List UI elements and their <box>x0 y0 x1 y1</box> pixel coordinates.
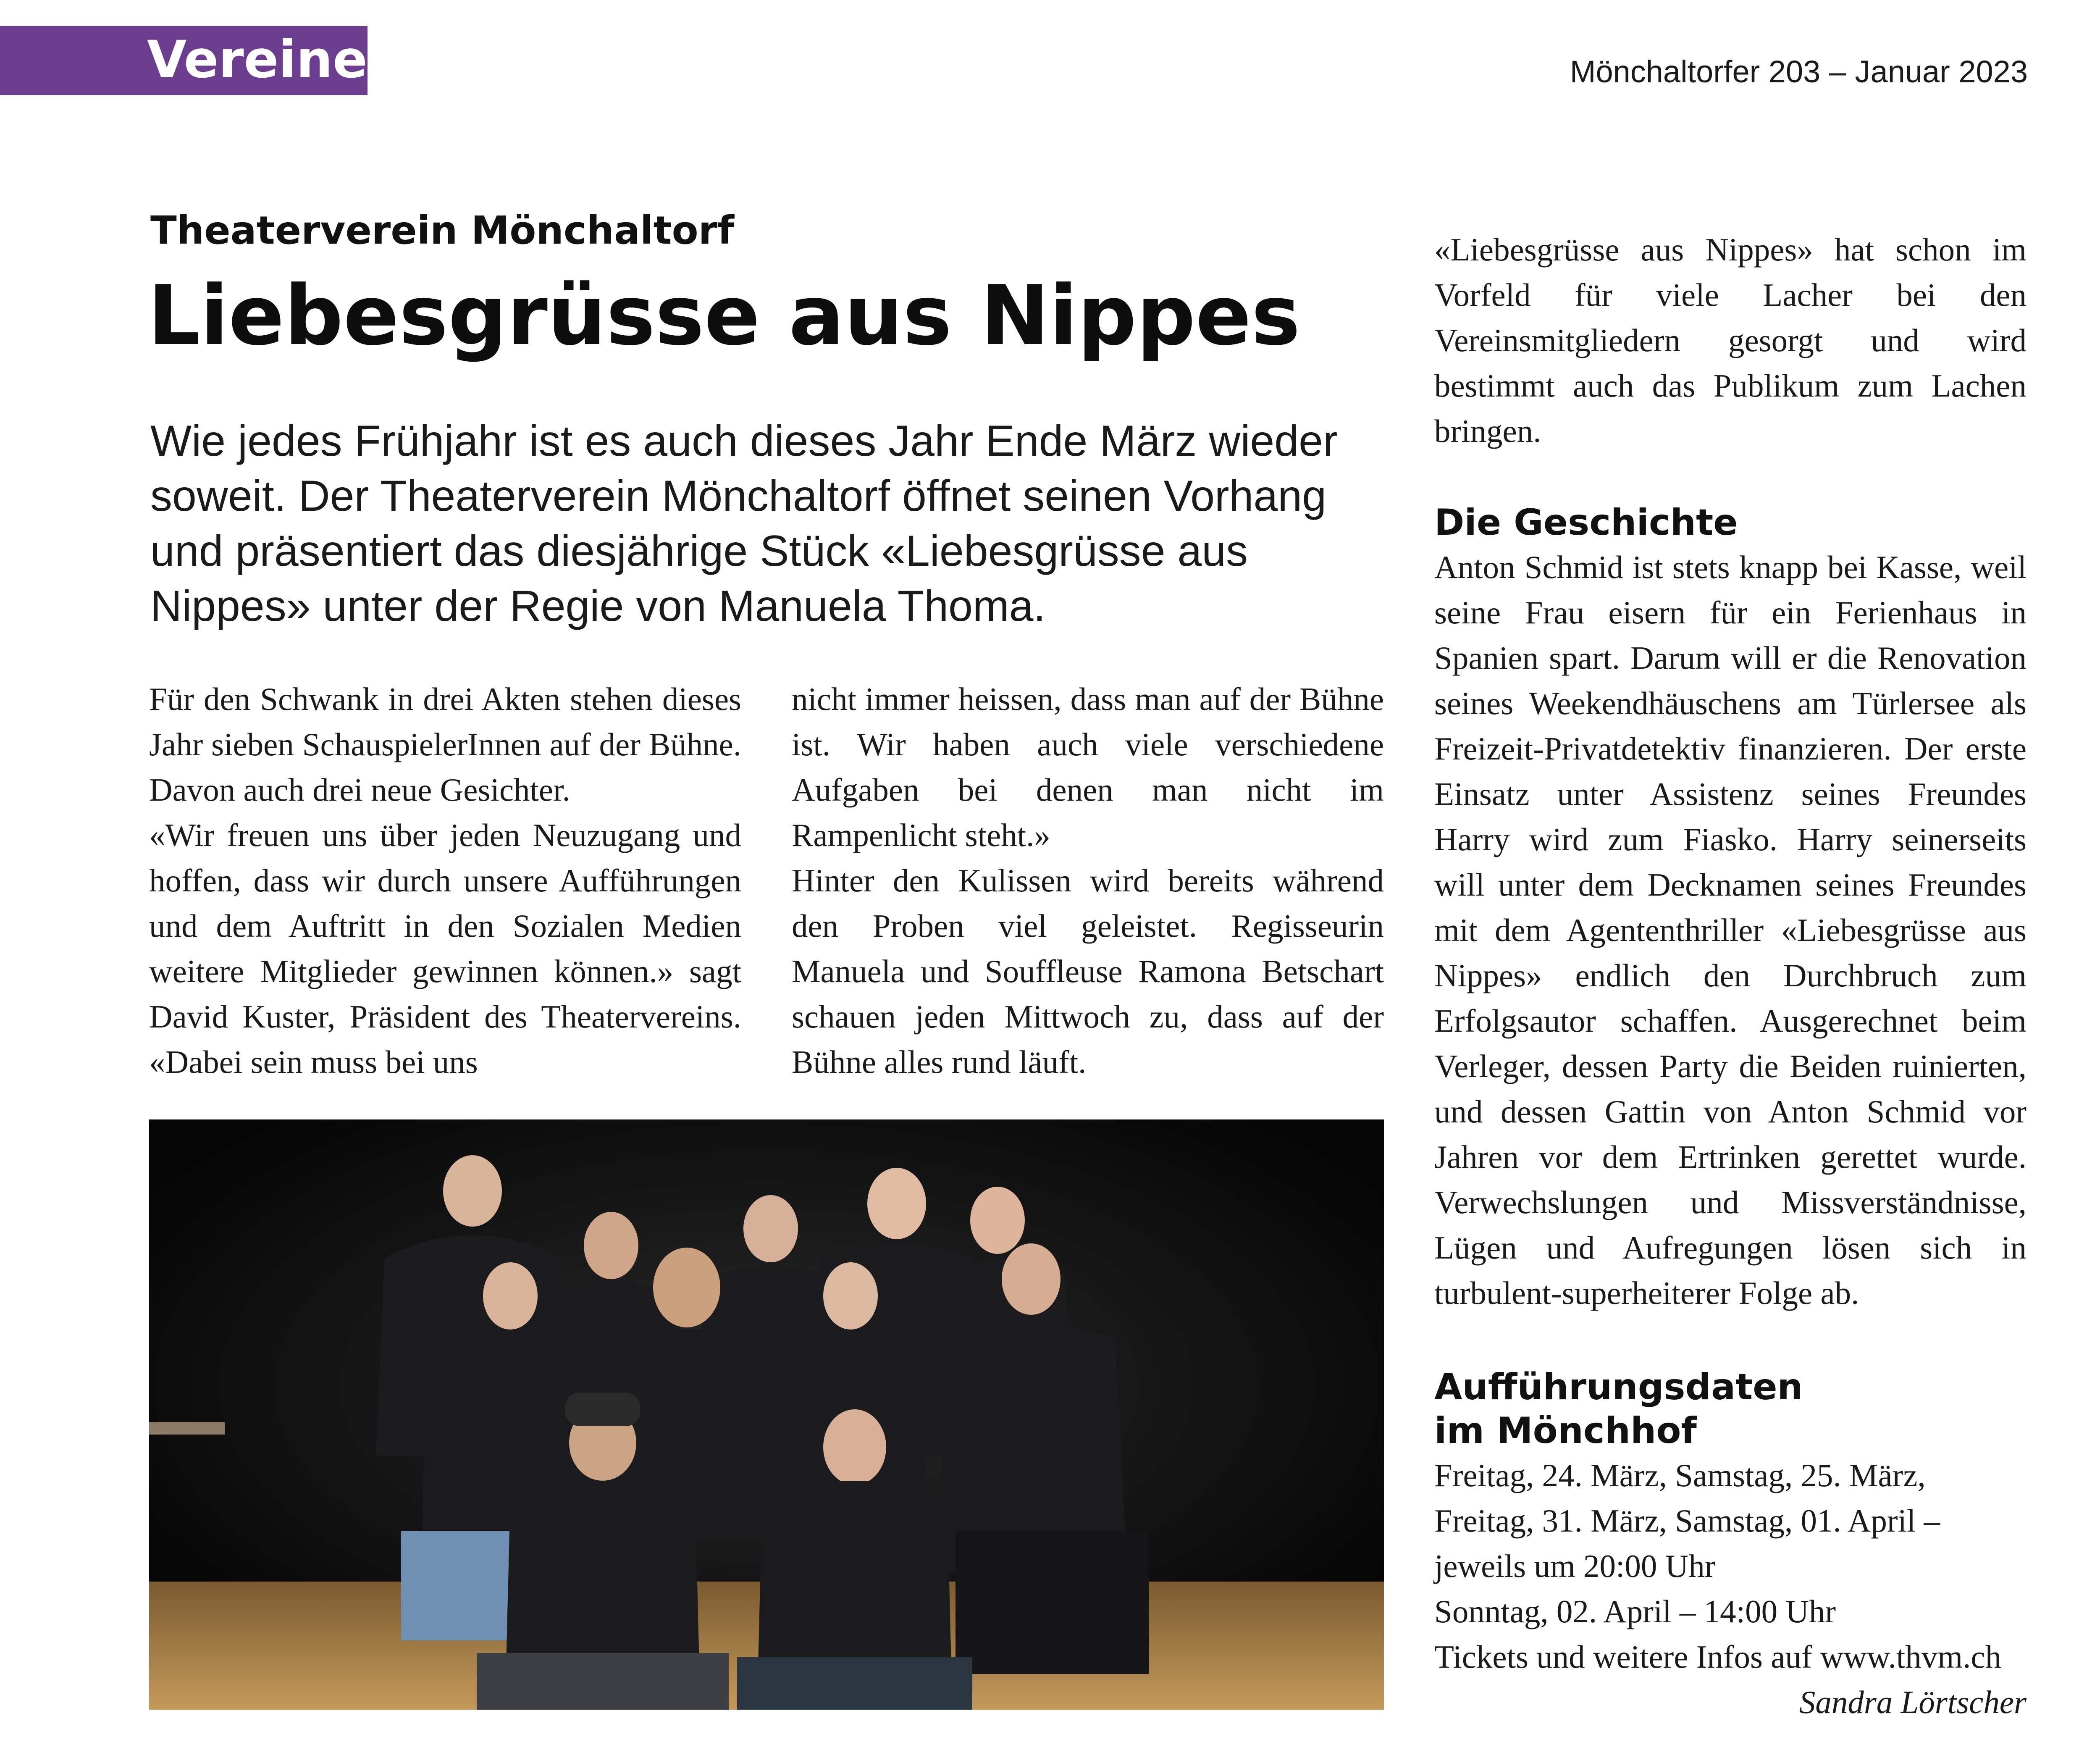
date-line: Sonntag, 02. April – 14:00 Uhr <box>1434 1593 1836 1629</box>
section-tag <box>0 26 368 95</box>
text-column-2 <box>792 676 1384 1085</box>
article-headline: Liebesgrüsse aus Nippes <box>148 268 1300 364</box>
paragraph: nicht immer heissen, dass man auf der Bühne ist. Wir haben auch viele verschiedene Aufgaben bei denen man nicht im Rampenlicht steht.» <box>792 681 1384 853</box>
author-signature: Sandra Lörtscher <box>1799 1684 2026 1720</box>
date-line: Freitag, 24. März, Samstag, 25. März, <box>1434 1457 1926 1493</box>
paragraph: Hinter den Kulissen wird bereits während den Proben viel geleistet. Regisseurin Manuela und Souffleuse Ramona Betschart schauen jeden Mittwoch zu, dass auf der Bühne alles rund läuft. <box>792 862 1384 1080</box>
issue-info: Mönchaltorfer 203 – Januar 2023 <box>1570 54 2028 89</box>
paragraph: «Liebesgrüsse aus Nippes» hat schon im Vorfeld für viele Lacher bei den Vereinsmitgliedern gesorgt und wird bestimmt auch das Publikum zum Lachen bringen. <box>1434 231 2026 449</box>
text-column-3 <box>1434 227 2026 1725</box>
story-heading: Die Geschichte <box>1434 502 1738 544</box>
tickets-info: Tickets und weitere Infos auf www.thvm.ch <box>1434 1639 2002 1675</box>
paragraph: «Wir freuen uns über jeden Neuzugang und hoffen, dass wir durch unsere Aufführungen und dem Auftritt in den Sozialen Medien weitere Mitglieder gewinnen können.» sagt David Kuster, Präsident des Theatervereins. «Dabei sein muss bei uns <box>149 817 741 1080</box>
story-paragraph: Anton Schmid ist stets knapp bei Kasse, weil seine Frau eisern für ein Ferienhaus in Spanien spart. Darum will er die Renovation seines Weekendhäuschens am Türlersee als Freizeit-Privatdetektiv finanzieren. Der erste Einsatz unter Assistenz seines Freundes Harry wird zum Fiasko. Harry seinerseits will unter dem Decknamen seines Freundes mit dem Agententhriller «Liebesgrüsse aus Nippes» endlich den Durchbruch zum Erfolgsautor schaffen. Ausgerechnet beim Verleger, dessen Party die Beiden ruinierten, und dessen Gattin von Anton Schmid vor Jahren vor dem Ertrinken gerettet wurde. Verwechslungen und Missverständnisse, Lügen und Aufregungen lösen sich in turbulent-superheiterer Folge ab. <box>1434 549 2026 1311</box>
text-column-1 <box>149 676 741 1085</box>
article-kicker: Theaterverein Mönchaltorf <box>150 208 735 253</box>
group-photo <box>149 1119 1384 1710</box>
date-line: Freitag, 31. März, Samstag, 01. April – <box>1434 1503 1940 1539</box>
article-lead: Wie jedes Frühjahr ist es auch dieses Jahr Ende März wieder soweit. Der Theaterverein Mönchaltorf öffnet seinen Vorhang und präsentiert das diesjährige Stück «Liebesgrüsse aus Nippes» unter der Regie von Manuela Thoma. <box>150 417 1338 631</box>
paragraph: Für den Schwank in drei Akten stehen dieses Jahr sieben SchauspielerInnen auf der Bühne. Davon auch drei neue Gesichter. <box>149 681 741 808</box>
dates-heading-line-2: im Mönchhof <box>1434 1410 1697 1452</box>
section-label: Vereine <box>147 30 368 89</box>
date-line: jeweils um 20:00 Uhr <box>1434 1548 1716 1584</box>
photo-illustration <box>149 1119 1384 1710</box>
dates-heading-line-1: Aufführungsdaten <box>1434 1366 1803 1408</box>
side-table <box>149 1422 225 1435</box>
